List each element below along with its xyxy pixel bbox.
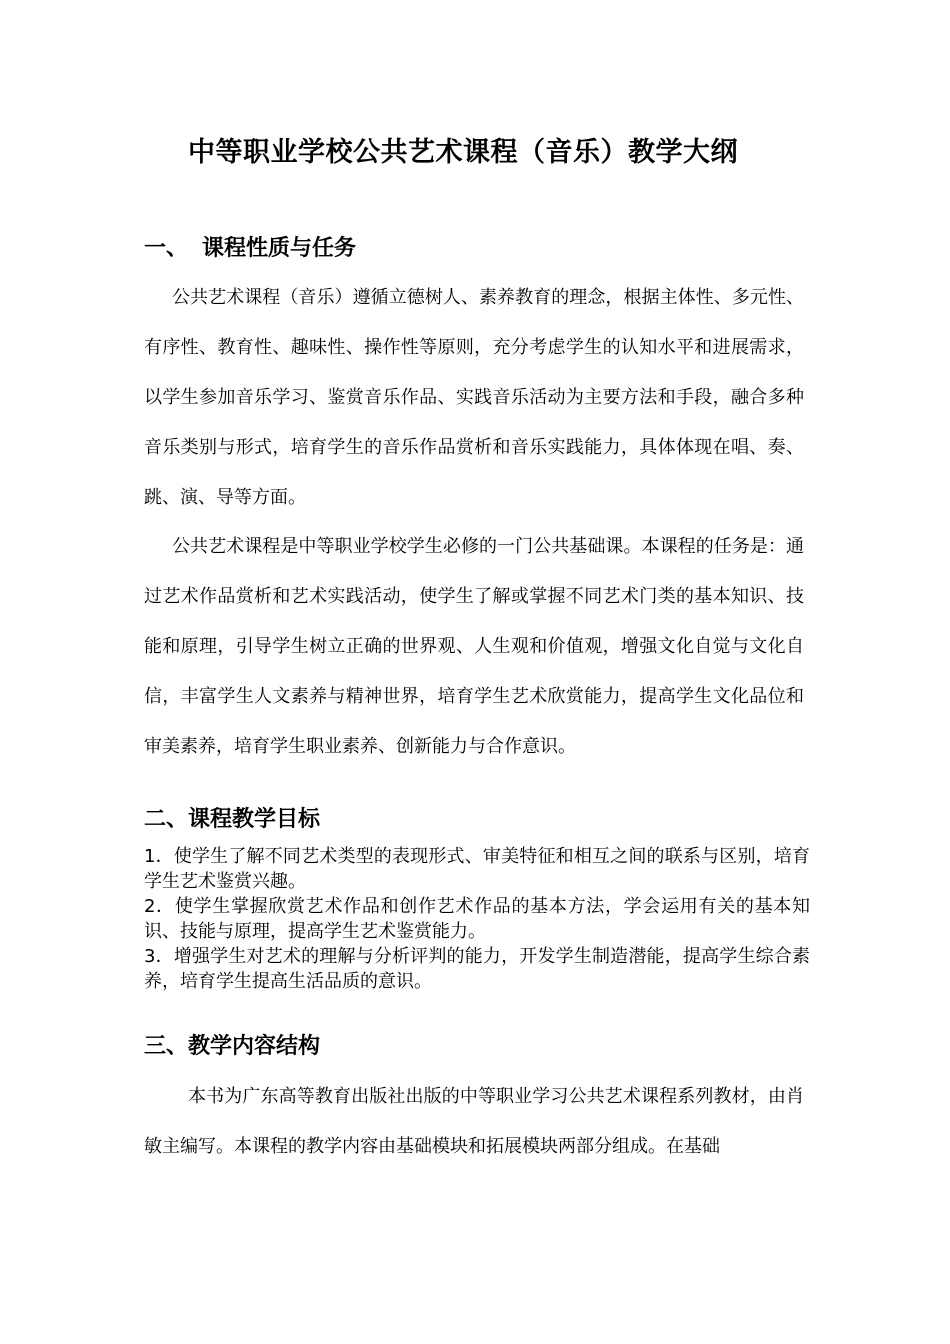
section-3-number: 三、 (144, 1034, 189, 1059)
section-3-title: 教学内容结构 (188, 1034, 321, 1059)
section-1-heading (144, 232, 356, 266)
section-1-title: 课程性质与任务 (202, 236, 357, 261)
section-2-title: 课程教学目标 (188, 807, 321, 832)
goal-item: 3．增强学生对艺术的理解与分析评判的能力，开发学生制造潜能，提高学生综合素养，培育学生提高生活品质的意识。 (144, 946, 810, 992)
goal-item: 1．使学生了解不同艺术类型的表现形式、审美特征和相互之间的联系与区别，培育学生艺术鉴赏兴趣。 (144, 846, 810, 892)
section-3-paragraph-1: 本书为广东高等教育出版社出版的中等职业学习公共艺术课程系列教材，由肖敏主编写。本课程的教学内容由基础模块和拓展模块两部分组成。在基础 (144, 1086, 804, 1157)
section-1-paragraph-2: 公共艺术课程是中等职业学校学生必修的一门公共基础课。本课程的任务是：通过艺术作品赏析和艺术实践活动，使学生了解或掌握不同艺术门类的基本知识、技能和原理，引导学生树立正确的世界观、人生观和价值观，增强文化自觉与文化自信，丰富学生人文素养与精神世界，培育学生艺术欣赏能力，提高学生文化品位和审美素养，培育学生职业素养、创新能力与合作意识。 (144, 536, 804, 757)
goal-item: 2．使学生掌握欣赏艺术作品和创作艺术作品的基本方法，学会运用有关的基本知识、技能与原理，提高学生艺术鉴赏能力。 (144, 896, 810, 942)
section-2-heading (144, 803, 320, 837)
section-1-paragraph-1: 公共艺术课程（音乐）遵循立德树人、素养教育的理念，根据主体性、多元性、有序性、教育性、趣味性、操作性等原则，充分考虑学生的认知水平和进展需求，以学生参加音乐学习、鉴赏音乐作品、实践音乐活动为主要方法和手段，融合多种音乐类别与形式，培育学生的音乐作品赏析和音乐实践能力，具体体现在唱、奏、跳、演、导等方面。 (144, 287, 804, 508)
section-1-number: 一、 (144, 236, 189, 261)
teaching-goals-list (144, 844, 810, 994)
document-title: 中等职业学校公共艺术课程（音乐）教学大纲 (188, 137, 738, 168)
section-3-heading (144, 1030, 320, 1064)
section-2-number: 二、 (144, 807, 189, 832)
